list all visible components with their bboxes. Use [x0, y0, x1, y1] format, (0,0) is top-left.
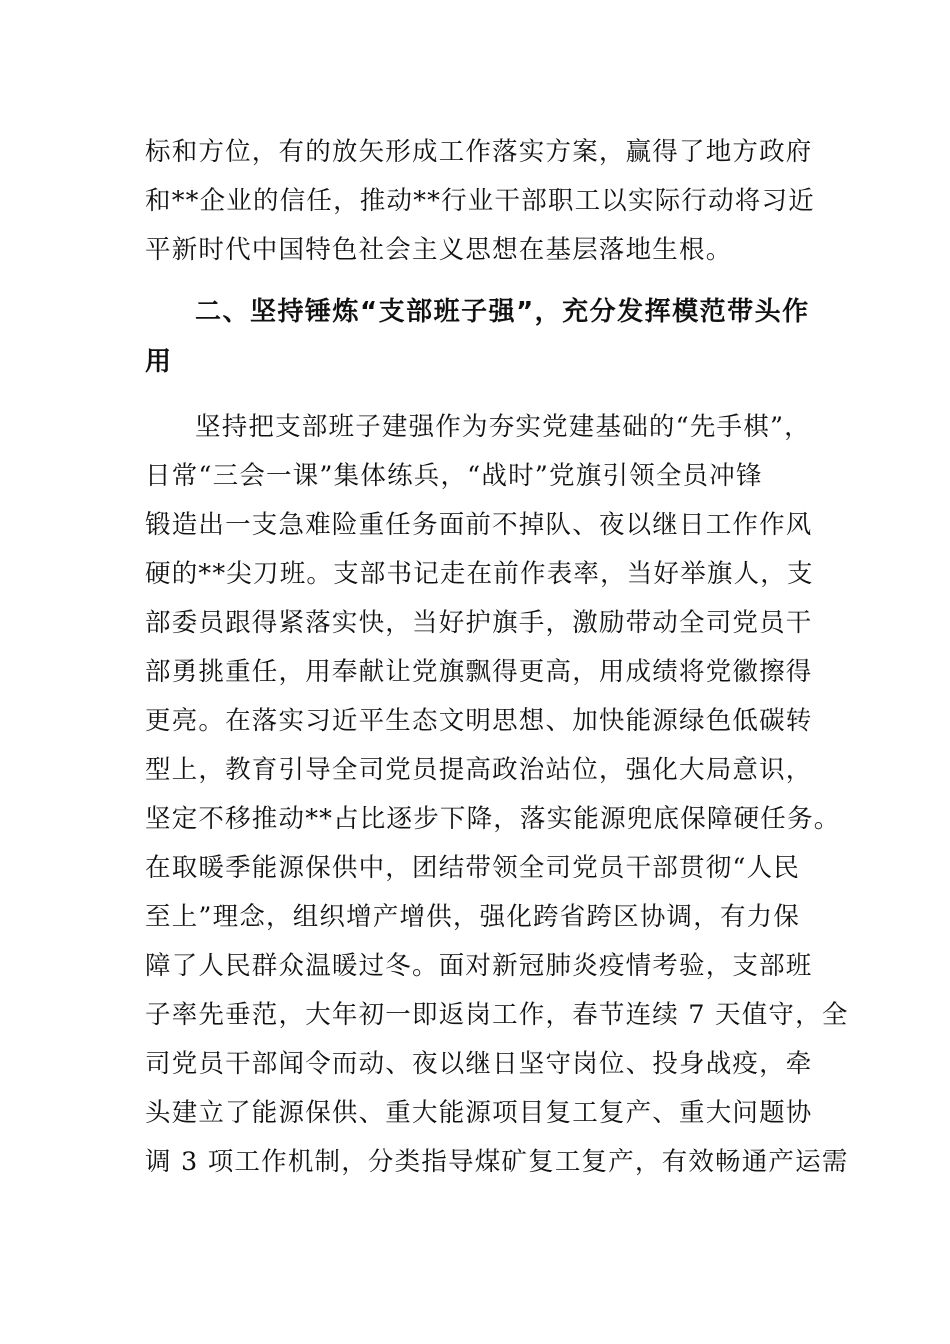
- paragraph-line: 调 3 项工作机制，分类指导煤矿复工复产，有效畅通产运需: [145, 1147, 849, 1177]
- paragraph-line: 锻造出一支急难险重任务面前不掉队、夜以继日工作作风: [145, 510, 813, 540]
- paragraph-line: 日常“三会一课”集体练兵，“战时”党旗引领全员冲锋: [145, 461, 763, 491]
- paragraph-line: 头建立了能源保供、重大能源项目复工复产、重大问题协: [145, 1098, 813, 1128]
- paragraph-line: 更亮。在落实习近平生态文明思想、加快能源绿色低碳转: [145, 706, 813, 736]
- paragraph-line: 在取暖季能源保供中，团结带领全司党员干部贯彻“人民: [145, 853, 801, 883]
- paragraph-line: 司党员干部闻令而动、夜以继日坚守岗位、投身战疫，牵: [145, 1049, 813, 1079]
- paragraph-line: 硬的**尖刀班。支部书记走在前作表率，当好举旗人，支: [145, 559, 814, 589]
- paragraph-line: 部委员跟得紧落实快，当好护旗手，激励带动全司党员干: [145, 608, 813, 638]
- paragraph-line: 子率先垂范，大年初一即返岗工作，春节连续 7 天值守，全: [145, 1000, 849, 1030]
- paragraph-line: 部勇挑重任，用奉献让党旗飘得更高，用成绩将党徽擦得: [145, 657, 813, 687]
- section-heading: 二、坚持锤炼“支部班子强”，充分发挥模范带头作: [195, 297, 810, 327]
- paragraph-line: 标和方位，有的放矢形成工作落实方案，赢得了地方政府: [145, 137, 813, 167]
- paragraph-line: 平新时代中国特色社会主义思想在基层落地生根。: [145, 235, 733, 265]
- paragraph-line: 坚持把支部班子建强作为夯实党建基础的“先手棋”，: [195, 412, 811, 442]
- paragraph-line: 型上，教育引导全司党员提高政治站位，强化大局意识，: [145, 755, 813, 785]
- paragraph-line: 至上”理念，组织增产增供，强化跨省跨区协调，有力保: [145, 902, 801, 932]
- paragraph-line: 障了人民群众温暖过冬。面对新冠肺炎疫情考验，支部班: [145, 951, 813, 981]
- paragraph-line: 和**企业的信任，推动**行业干部职工以实际行动将习近: [145, 186, 815, 216]
- paragraph-line: 坚定不移推动**占比逐步下降，落实能源兜底保障硬任务。: [145, 804, 841, 834]
- section-heading: 用: [145, 347, 173, 377]
